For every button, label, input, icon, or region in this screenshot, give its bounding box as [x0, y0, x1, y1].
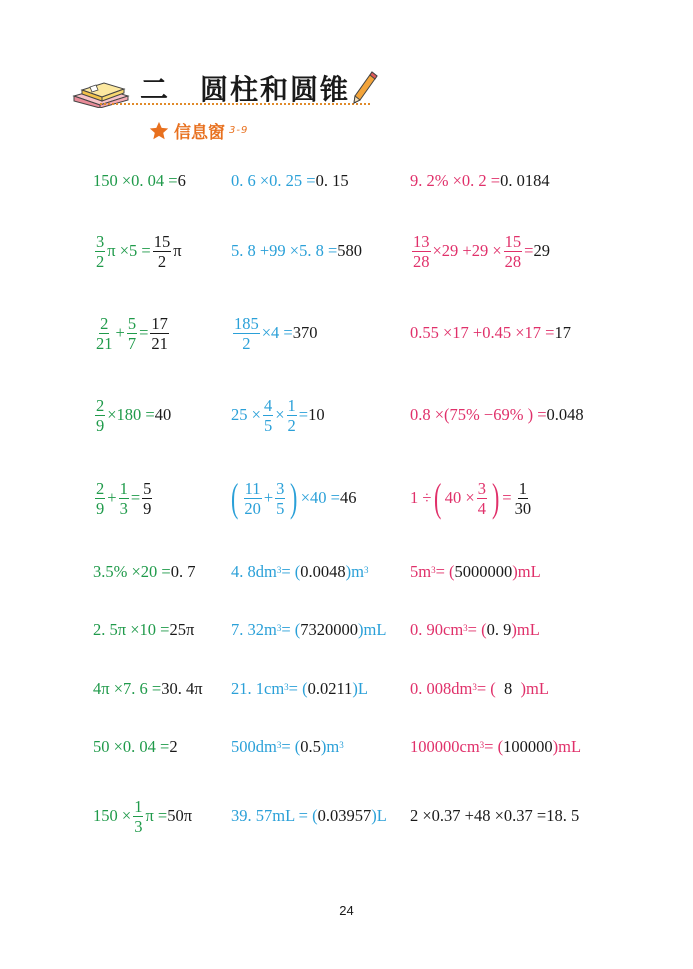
- problem-10-1: [93, 786, 192, 846]
- problem-6-1: [93, 542, 195, 602]
- answer: 0.048: [546, 405, 584, 424]
- answer: 0. 7: [170, 562, 196, 581]
- expression: 9. 2% ×0. 2 =: [410, 171, 501, 190]
- operator: ×: [275, 405, 285, 424]
- answer: 6: [177, 171, 186, 190]
- star-icon: [148, 120, 170, 142]
- expression: 2. 5π ×10 =: [93, 620, 170, 639]
- answer: 0.0211: [307, 679, 353, 698]
- expression: 0.55 ×17 +0.45 ×17 =: [410, 323, 555, 342]
- fraction: $\frac{2}{21}$: [96, 313, 113, 353]
- chapter-number: 二: [140, 73, 171, 106]
- equals: =: [502, 488, 512, 507]
- answer: 0.5: [300, 737, 321, 756]
- equals: =: [139, 323, 149, 342]
- expression: ×4 =: [261, 323, 293, 342]
- problem-6-3: 5m $^3$ = ( 5000000 )mL: [410, 562, 541, 581]
- chapter-name: 圆柱和圆锥: [200, 73, 351, 106]
- problem-9-2: 500dm $^3$ = ( 0.5 )m $^3$: [231, 737, 344, 756]
- problem-2-2: [231, 221, 362, 281]
- problem-1-3: [410, 151, 550, 211]
- problem-7-1: [93, 600, 194, 660]
- right-paren: ): [290, 475, 298, 520]
- fraction: $\frac{1}{3}$: [134, 796, 143, 836]
- problem-9-3: 100000cm $^3$ = ( 100000 )mL: [410, 737, 582, 756]
- expression: 25 ×: [231, 405, 261, 424]
- problem-2-1: [93, 221, 182, 281]
- answer: 10: [308, 405, 325, 424]
- fraction: $\frac{5}{7}$: [127, 313, 137, 353]
- problem-7-3: 0. 90cm $^3$ = ( 0. 9 )mL: [410, 620, 540, 639]
- expression: ×29 +29 ×: [432, 241, 502, 260]
- pencil-icon: [350, 70, 378, 106]
- answer: 25π: [169, 620, 195, 639]
- fraction: $\frac{185}{2}$: [234, 313, 259, 353]
- operator: +: [107, 488, 117, 507]
- left-paren: (: [230, 475, 239, 520]
- fraction: $\frac{2}{9}$: [96, 395, 105, 435]
- answer: 0.0048: [300, 562, 346, 581]
- answer-fraction: $\frac{17}{21}$: [151, 313, 168, 353]
- answer: 0. 0184: [500, 171, 550, 190]
- problem-5-3: [410, 468, 534, 528]
- problem-3-2: [231, 303, 318, 363]
- answer-fraction: $\frac{5}{9}$: [143, 478, 152, 518]
- expression: 150 ×0. 04 =: [93, 171, 178, 190]
- expression: 4π ×7. 6 =: [93, 679, 162, 698]
- expression: 2 ×0.37 +48 ×0.37 =: [410, 806, 547, 825]
- problem-4-1: [93, 385, 171, 445]
- equals: =: [298, 405, 309, 424]
- answer-fraction: $\frac{15}{2}$: [153, 231, 171, 271]
- operator: +: [115, 323, 125, 342]
- answer: 50π: [167, 806, 193, 825]
- fraction: $\frac{11}{20}$: [244, 478, 261, 518]
- answer: 100000: [503, 737, 553, 756]
- header-divider: [100, 103, 370, 105]
- fraction: $\frac{1}{3}$: [119, 478, 128, 518]
- section-subtitle: [148, 118, 248, 143]
- answer: 46: [339, 488, 357, 507]
- fraction: $\frac{3}{5}$: [276, 478, 285, 518]
- expression: 0.8 ×(75% −69% ) =: [410, 405, 547, 424]
- problem-3-3: [410, 303, 571, 363]
- problem-7-2: 7. 32m $^3$ = ( 7320000 )mL: [231, 620, 387, 639]
- expression: 150 ×: [93, 806, 132, 825]
- fraction: $\frac{15}{28}$: [504, 231, 522, 271]
- answer: 0.03957: [317, 806, 372, 825]
- equals: =: [130, 488, 141, 507]
- answer-fraction: $\frac{1}{30}$: [514, 478, 532, 518]
- expression: 50 ×0. 04 =: [93, 737, 170, 756]
- problem-5-1: [93, 468, 154, 528]
- problem-9-1: [93, 717, 178, 777]
- expression: π =: [145, 806, 168, 825]
- answer: 0. 15: [315, 171, 349, 190]
- answer: 30. 4π: [161, 679, 203, 698]
- expression: 3.5% ×20 =: [93, 562, 171, 581]
- expression: ×40 =: [300, 488, 340, 507]
- expression: 5. 8 +99 ×5. 8 =: [231, 241, 338, 260]
- right-paren: ): [491, 475, 500, 520]
- answer: 0. 9: [486, 620, 512, 639]
- answer: 8: [495, 679, 521, 698]
- answer: 18. 5: [546, 806, 580, 825]
- problem-3-1: [93, 303, 171, 363]
- answer: 40: [154, 405, 172, 424]
- problem-2-3: [410, 221, 550, 281]
- problem-4-2: [231, 385, 325, 445]
- answer: 5000000: [454, 562, 513, 581]
- chapter-title: [140, 68, 350, 108]
- subtitle-text: 信息窗: [174, 123, 225, 143]
- fraction: $\frac{3}{4}$: [477, 478, 486, 518]
- answer: 29: [533, 241, 550, 260]
- problem-8-3: 0. 008dm $^3$ = ( 8 )mL: [410, 679, 549, 698]
- expression: 1 ÷: [410, 488, 432, 507]
- problem-1-2: [231, 151, 349, 211]
- expression: 40 ×: [444, 488, 475, 507]
- subtitle-range: 3-9: [229, 125, 249, 136]
- answer: 2: [169, 737, 178, 756]
- problem-10-2: 39. 57mL = ( 0.03957 )L: [231, 806, 387, 825]
- fraction: $\frac{4}{5}$: [263, 395, 273, 435]
- answer: 17: [554, 323, 571, 342]
- fraction: $\frac{3}{2}$: [96, 231, 105, 271]
- problem-4-3: [410, 385, 584, 445]
- problem-10-3: [410, 786, 579, 846]
- fraction: $\frac{2}{9}$: [96, 478, 105, 518]
- fraction: $\frac{1}{2}$: [287, 395, 296, 435]
- expression: ×180 =: [107, 405, 155, 424]
- expression: 0. 6 ×0. 25 =: [231, 171, 316, 190]
- chapter-header: [70, 62, 400, 110]
- answer-pi: π: [173, 241, 182, 260]
- problem-5-2: [228, 468, 356, 528]
- fraction: $\frac{13}{28}$: [413, 231, 430, 271]
- equals: =: [524, 241, 534, 260]
- left-paren: (: [434, 475, 442, 520]
- problem-8-1: [93, 659, 203, 719]
- answer: 7320000: [300, 620, 359, 639]
- expression: π ×5 =: [107, 241, 151, 260]
- operator: +: [263, 488, 274, 507]
- problem-8-2: 21. 1cm $^3$ = ( 0.0211 )L: [231, 679, 368, 698]
- answer: 580: [337, 241, 363, 260]
- problem-6-2: 4. 8dm $^3$ = ( 0.0048 )m $^3$: [231, 562, 369, 581]
- answer: 370: [292, 323, 318, 342]
- problem-1-1: [93, 151, 186, 211]
- page-number: 24: [339, 903, 354, 918]
